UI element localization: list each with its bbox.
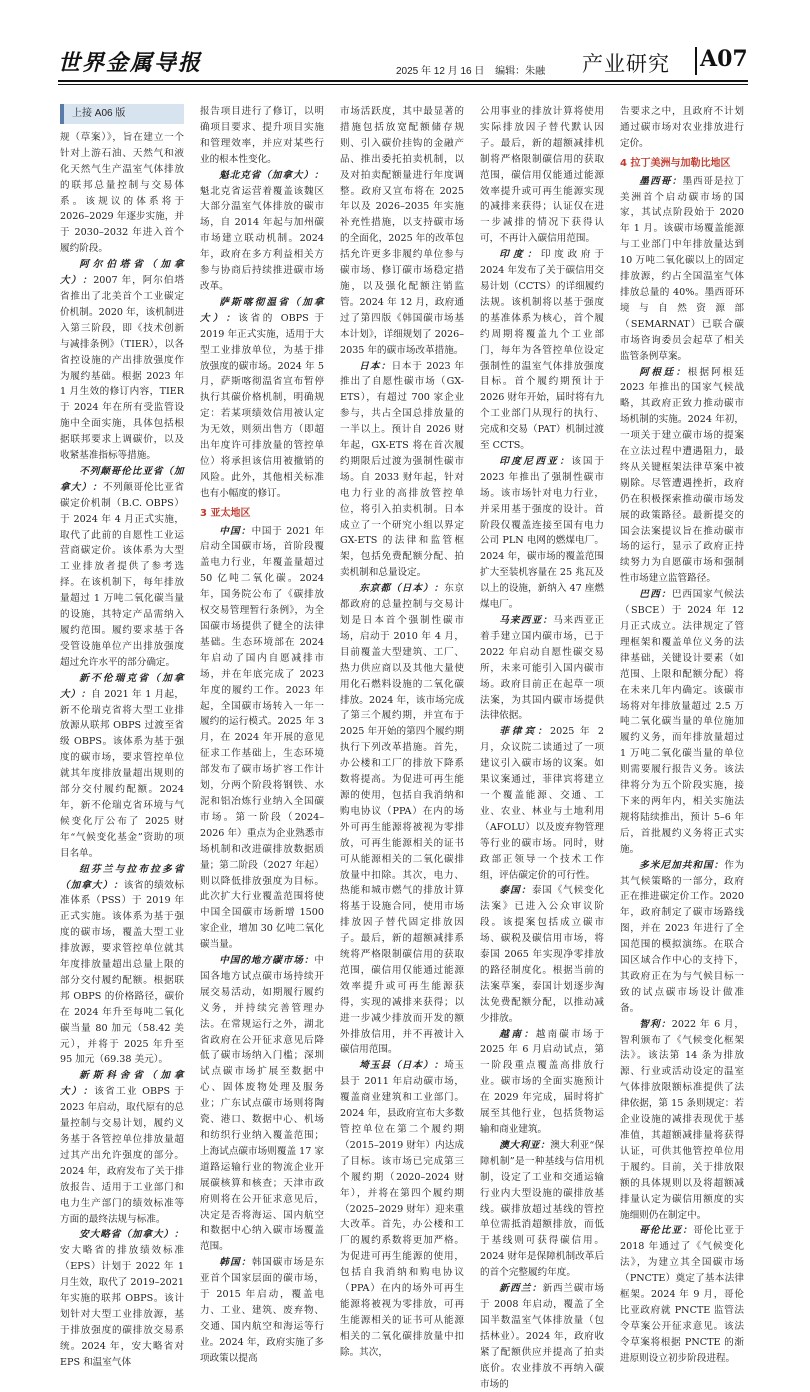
paragraph (60, 1068, 184, 1227)
editor-credit: 编辑：朱融 (495, 66, 546, 77)
paragraph (200, 168, 324, 295)
paragraph (60, 1227, 184, 1370)
paragraph-lead: 阿尔伯塔省（加拿大）： (60, 259, 184, 287)
paragraph-text: 公用事业的排放计算将使用实际排放因子替代默认因子。最后，新的超额减排机制将严格限制碳信用的获取范围，碳信用仅能通过能源效率提升或可再生能源实现的减排来获得；认证仅在进一步减排的情况下获得认可，不再计入碳信用范围。 (480, 106, 604, 245)
paragraph (60, 257, 184, 464)
paragraph (480, 104, 604, 247)
paragraph-text: 该省工业 OBPS 于 2023 年启动，取代原有的总量控制与交易计划，履约义务基于各管控单位排放量超过其产出允许强度的部分。2024 年，政府发布了关于排放报告、适用于工业部门和电力生产部门的绩效标准等方面的最终法规与标准。 (60, 1086, 185, 1225)
paragraph (620, 174, 744, 365)
paragraph-text: 规（草案）》，旨在建立一个针对上游石油、天然气和液化天然气生产温室气体排放的联邦总量控制与交易体系。该规议的体系将于 2026–2029 年逐步实施，并于 2030–2032 年进入首个履约阶段。 (60, 131, 184, 255)
paragraph-lead: 新西兰： (499, 1283, 543, 1295)
paragraph-text: 该省的 OBPS 于 2019 年正式实施，适用于大型工业排放单位，为基于排放强度的碳市场。2024 年 5 月，萨斯喀彻温省宣布暂停执行其碳价格机制，明确规定：若某项绩效信用被认定为无效，则须出售方（即超出年度许可排放量的管控单位）将承担该信用被撤销的风险。此外，其他相关标准也有小幅度的修订。 (200, 312, 325, 499)
paragraph-lead: 中国的地方碳市场： (219, 955, 315, 967)
paragraph-text: 2007 年，阿尔伯塔省推出了北美首个工业碳定价机制。2020 年，该机制进入第三阶段，即《技术创新与减排条例》（TIER），以各省控设施的产出排放强度作为履约基础。根据 2023 年 1 月生效的修订内容，TIER 于 2024 年在所有受监管设施中全面实施，具体包括根据联邦要求上调碳价，以及收紧基准指标等措施。 (60, 275, 185, 462)
paragraph-text: 新西兰碳市场于 2008 年启动，覆盖了全国半数温室气体排放量（包括林业）。2024 年，政府收紧了配额供应并提高了拍卖底价。农业排放不再纳入碳市场的 (480, 1283, 605, 1390)
paragraph-text: 韩国碳市场是东亚首个国家层面的碳市场，于 2015 年启动，覆盖电力、工业、建筑、废弃物、交通、国内航空和海运等行业。2024 年，政府实施了多项政策以提高 (200, 1257, 325, 1364)
paragraph (60, 130, 184, 257)
paragraph (200, 295, 324, 502)
paragraph-text: 澳大利亚“保障机制”是一种基线与信用机制，设定了工业和交通运输行业内大型设施的碳排放基线。碳排放超过基线的管控单位需抵消超额排放，而低于基线则可获得碳信用。2024 财年是保障机制改革后的首个完整履约年度。 (480, 1139, 604, 1279)
paragraph (480, 1138, 604, 1281)
paragraph (620, 104, 744, 152)
paragraph-text: 印度政府于 2024 年发布了关于碳信用交易计划（CCTS）的详细履约法规。该机制将以基于强度的基准体系为核心，首个履约周期将覆盖九个工业部门，每年为各管控单位设定强制性的温室气体排放强度目标。首个履约期预计于 2026 财年开始，届时将有九个工业部门从现行的执行、完成和交易（PAT）机制过渡至 CCTS。 (480, 249, 605, 452)
paragraph-lead: 哥伦比亚： (639, 1225, 694, 1237)
paragraph-lead: 不列颠哥伦比亚省（加拿大）： (60, 465, 184, 493)
paragraph-lead: 越南： (499, 1028, 536, 1040)
paragraph-text: 哥伦比亚于 2018 年通过了《气候变化法》，为建立其全国碳市场（PNCTE）奠定了基本法律框架。2024 年 9 月，哥伦比亚政府就 PNCTE 监管法令草案公开征求意见。该法令草案将根据 PNCTE 的渐进原则设立初步阶段进程。 (620, 1225, 745, 1364)
paragraph-lead: 新斯科舍省（加拿大）： (60, 1070, 184, 1098)
paragraph (620, 858, 744, 1017)
paragraph-text: 该国于 2023 年推出了强制性碳市场。该市场针对电力行业，并采用基于强度的设计。首阶段仅覆盖连接至国有电力公司 PLN 电网的燃煤电厂。2024 年，碳市场的覆盖范围扩大至装机容量在 25 兆瓦及以上的设施，新纳入 47 座燃煤电厂。 (480, 455, 605, 611)
paragraph (480, 1281, 604, 1392)
paragraph-lead: 巴西： (639, 589, 672, 601)
paragraph-text: 不列颠哥伦比亚省碳定价机制（B.C. OBPS）于 2024 年 4 月正式实施，取代了此前的自愿性工业运营商碳定价。该体系为大型工业排放者提供了参考选择。在该机制下，每年排放量超过 1 万吨二氧化碳当量的设施，其特定产品需纳入履约范围。履约要求基于各受管设施单位产出排放强度超过允许水平的部分确定。 (60, 481, 184, 668)
paragraph-text: 安大略省的排放绩效标准（EPS）计划于 2022 年 1 月生效，取代了 2019–2021 年实施的联邦 OBPS。该计划针对大型工业排放源，基于排放强度的碳排放交易系统。2024 年，安大略省对 EPS 和温室气体 (60, 1245, 184, 1368)
paragraph (340, 581, 464, 1058)
continued-from-label: 上接 A06 版 (60, 104, 184, 124)
paragraph-text: 马来西亚正着手建立国内碳市场，已于 2022 年启动自愿性碳交易所，未来可能引入国内碳市场。政府目前正在起草一项法案，为其国内碳市场提供法律依据。 (480, 615, 605, 722)
paragraph-text: 越南碳市场于 2025 年 6 月启动试点，第一阶段重点覆盖高排放行业。碳市场的全面实施预计在 2029 年完成，届时将扩展至其他行业，包括货物运输和商业建筑。 (480, 1028, 605, 1135)
paragraph-lead: 埼玉县（日本）： (359, 1060, 445, 1072)
header-rule (58, 80, 748, 82)
paragraph (480, 883, 604, 1026)
paragraph-lead: 印度： (499, 249, 541, 261)
paragraph (620, 587, 744, 857)
paragraph-lead: 墨西哥： (639, 175, 683, 187)
paragraph (620, 365, 744, 588)
paragraph-text: 报告项目进行了修订，以明确项目要求、提升项目实施和管理效率，并应对某些行业的根本性变化。 (200, 106, 324, 165)
paragraph-text: 告要求之中，且政府不计划通过碳市场对农业排放进行定价。 (620, 106, 744, 149)
paragraph (60, 464, 184, 671)
paragraph-text: 中国于 2021 年启动全国碳市场，首阶段覆盖电力行业，年覆盖量超过 50 亿吨二氧化碳。2024 年，国务院公布了《碳排放权交易管理暂行条例》，为全国碳市场提供了健全的法律基础。生态环境部在 2024 年启动了国内自愿减排市场，并在年底完成了 2023 年度的履约工作。2023 年起，全国碳市场转入一年一履约的运行模式。2025 年 3 月，在 2024 年开展的意见征求工作基础上，生态环境部发布了碳市场扩容工作计划，分两个阶段将钢铁、水泥和铝冶炼行业纳入全国碳市场。第一阶段（2024–2026 年）重点为企业熟悉市场机制和改进碳排放数据质量；第二阶段（2027 年起）则以降低排放强度为目标。此次扩大行业覆盖范围将使中国全国碳市场新增 1500 家企业，增加 30 亿吨二氧化碳当量。 (200, 525, 325, 951)
paragraph (340, 359, 464, 582)
paragraph (60, 862, 184, 1069)
paragraph (620, 1223, 744, 1366)
paragraph-text: 2025 年 2 月，众议院二读通过了一项建议引入碳市场的议案。如果议案通过，菲律宾将建立一个覆盖能源、交通、工业、农业、林业与土地利用（AFOLU）以及废弃物管理等行业的碳市场。同时，财政部正领导一个技术工作组，评估碳定价的可行性。 (480, 726, 605, 881)
paragraph-text: 泰国《气候变化法案》已进入公众审议阶段。该提案包括成立碳市场、碳税及碳信用市场，将泰国 2065 年实现净零排放的路径制度化。根据当前的法案草案，泰国计划逐步淘汰免费配额分配，以推动减少排放。 (480, 885, 605, 1024)
header-rule-thin (58, 84, 748, 85)
paragraph-lead: 马来西亚： (499, 615, 554, 626)
column-2 (200, 104, 325, 1364)
paragraph-lead: 新不伦瑞克省（加拿大）： (60, 672, 184, 700)
paragraph-lead: 智利： (639, 1018, 672, 1030)
paragraph (200, 104, 324, 168)
paragraph-lead: 多米尼加共和国： (639, 859, 725, 871)
paragraph-lead: 中国： (219, 525, 252, 537)
paragraph (480, 1027, 604, 1138)
paragraph-text: 东京都政府的总量控制与交易计划是日本首个强制性碳市场，启动于 2010 年 4 月，目前覆盖大型建筑、工厂、热力供应商以及其他大量使用化石燃料设施的二氧化碳排放。2024 年，该市场完成了第三个履约期，并宣布于 2025 年开始的第四个履约期执行下列改革措施。首先，办公楼和工厂的排放下降系数将提高。为促进可再生能源的使用，包括自我消纳和购电协议（PPA）在内的场外可再生能源将被视为零排放，可再生能源相关的证书可从能源相关的二氧化碳排放量中扣除。其次，电力、热能和城市燃气的排放计算将基于设施合同，使用市场排放因子替代固定排放因子。最后，新的超额减排系统将严格限制碳信用的获取范围，碳信用仅能通过能源效率提升或可再生能源获得，实现的减排来获得；以进一步减少排放而开发的额外排放信用，并不再被计入碳信用范围。 (340, 583, 465, 1056)
paragraph-text: 埼玉县于 2011 年启动碳市场，覆盖商业建筑和工业部门。2024 年，县政府宣布大多数管控单位在第二个履约期（2015–2019 财年）内达成了目标。该市场已完成第三个履约期（2020–2024 财年），并将在第四个履约期（2025–2029 财年）迎来重大改革。首先，办公楼和工厂的履约系数将更加严格。为促进可再生能源的使用，包括自我消纳和购电协议（PPA）在内的场外可再生能源将被视为零排放，可再生能源相关的证书可从能源相关的二氧化碳排放量中扣除。其次， (340, 1060, 465, 1358)
paragraph-text: 作为其气候策略的一部分，政府正在推进碳定价工作。2020 年，政府制定了碳市场路线图，并在 2023 年进行了全国范围的模拟演练。在联合国区域合作中心的支持下，其政府正在为与气候目标一致的试点碳市场设计做准备。 (620, 859, 745, 1014)
masthead (0, 0, 810, 96)
subheading: 3 亚太地区 (200, 507, 251, 519)
paragraph (620, 1017, 744, 1224)
issue-meta (396, 62, 553, 77)
paragraph-text: 根据阿根廷 2023 年推出的国家气候战略，其政府正致力推动碳市场机制的实施。2024 年初，一项关于建立碳市场的提案在立法过程中遭遇阻力，最终从关键框架法律草案中被剔除。尽管遭遇挫折，政府仍在积极探索推动碳市场发展的政策路径。最新提交的国会法案提议旨在推动碳市场的运行，显示了政府正持续努力为自愿碳市场和强制性市场建立监管路径。 (620, 366, 744, 585)
paragraph-text: 市场活跃度，其中最显著的措施包括放宽配额储存规则、引入碳价挂钩的金融产品、推出委托拍卖机制，以及对拍卖配额量进行年度调整。政府又宣布将在 2025 年以及 2026–2035 年实施补充性措施，以支持碳市场的全面化，2025 年的改革包括允许更多非履约单位参与碳市场、修订碳市场稳定措施，以及强化配额注销监管。2024 年 12 月，政府通过了第四版《韩国碳市场基本计划》，详细规划了 2026–2035 年的碳市场改革措施。 (340, 106, 464, 356)
column-4 (480, 104, 605, 1390)
paragraph-text: 日本于 2023 年推出了自愿性碳市场（GX-ETS），有超过 700 家企业参与，共占全国总排放量的一半以上。预计自 2026 财年起，GX-ETS 将在首次履约期限后过渡为强制性碳市场。自 2033 财年起，针对电力行业的高排放管控单位，将引入拍卖机制。日本成立了一个研究小组以界定 GX-ETS 的法律和监管框架，包括免费配额分配、拍卖机制和总量设定。 (340, 360, 465, 579)
paragraph (200, 953, 324, 1255)
article-body (58, 104, 750, 1390)
page-divider (695, 47, 697, 75)
subheading: 4 拉丁美洲与加勒比地区 (620, 157, 731, 169)
paragraph-lead: 日本： (359, 360, 392, 372)
paragraph (60, 671, 184, 862)
newspaper-logo: 世界金属导报 (58, 50, 203, 76)
paragraph (200, 524, 324, 953)
paragraph-lead: 阿根廷： (639, 366, 688, 378)
paragraph-lead: 印度尼西亚： (499, 455, 572, 467)
paragraph (340, 1058, 464, 1360)
paragraph-text: 中国各地方试点碳市场持续开展交易活动，如期履行履约义务，并持续完善管理办法。在常规运行之外，湖北省政府在公开征求意见后降低了碳市场纳入门槛；深圳试点碳市场扩展至数据中心、固体废物处理及服务业；广东试点碳市场则将陶瓷、港口、数据中心、机场和纺织行业纳入覆盖范围；上海试点碳市场则覆盖 17 家道路运输行业的物流企业开展碳核算和核查；天津市政府则将在公开征求意见后，决定是否将海运、国内航空和数据中心纳入碳市场覆盖范围。 (200, 955, 324, 1253)
column-3 (340, 104, 465, 1358)
paragraph-lead: 东京都（日本）： (359, 583, 445, 595)
paragraph-lead: 萨斯喀彻温省（加拿大）： (200, 296, 324, 324)
paragraph (480, 724, 604, 883)
paragraph-text: 该省的绩效标准体系（PSS）于 2019 年正式实施。该体系为基于强度的碳市场，覆盖大型工业排放源，要求管控单位就其年度排放量超出总量上限的部分交付履约配额。根据联邦 OBPS 的价格路径，碳价在 2024 年升至每吨二氧化碳当量 80 加元（58.42 美元），并将于 2025 年升至 95 加元（69.38 美元）。 (60, 879, 185, 1066)
column-5 (620, 104, 745, 1364)
paragraph-lead: 安大略省（加拿大）： (79, 1229, 184, 1241)
paragraph-lead: 韩国： (219, 1257, 252, 1269)
paragraph-text: 自 2021 年 1 月起，新不伦瑞克省将大型工业排放源从联邦 OBPS 过渡至省级 OBPS。该体系为基于强度的碳市场，要求管控单位就其年度排放量超出规则的部分交付履约配额。2024 年，新不伦瑞克省环境与气候变化厅公布了 2025 财年“气候变化基金”资助的项目名单。 (60, 688, 185, 859)
paragraph-text: 2022 年 6 月，智利颁布了《气候变化框架法》。该法第 14 条为排放源、行业或活动设定的温室气体排放限额标准提供了法律依据，第 15 条则规定：若企业设施的减排表现优于基准值，其超额减排量将获得认证，可供其他管控单位用于履约。目前，关于排放限额的具体规则以及将超额减排量认定为碳信用额度的实施细则仍在制定中。 (620, 1018, 744, 1221)
paragraph (340, 104, 464, 359)
paragraph (200, 1255, 324, 1366)
paragraph (480, 454, 604, 613)
paragraph-lead: 澳大利亚： (499, 1139, 551, 1151)
paragraph-lead: 纽芬兰与拉布拉多省（加拿大）： (60, 863, 184, 891)
paragraph-lead: 泰国： (499, 885, 532, 897)
paragraph-text: 墨西哥是拉丁美洲首个启动碳市场的国家，其试点阶段始于 2020 年 1 月。该碳市场覆盖能源与工业部门中年排放量达到 10 万吨二氧化碳以上的固定排放源，约占全国温室气体排放总量的 40%。墨西哥环境与自然资源部（SEMARNAT）已联合碳市场咨询委员会起草了相关监管条例草案。 (620, 175, 745, 362)
paragraph (480, 613, 604, 724)
paragraph-text: 巴西国家气候法（SBCE）于 2024 年 12 月正式成立。法律规定了管理框架和覆盖单位义务的法律基础，关键设计要素（如范围、上限和配额分配）将在未来几年内确定。该碳市场将对年排放量超过 2.5 万吨二氧化碳当量的单位施加履约义务，而年排放量超过 1 万吨二氧化碳当量的单位则需要履行报告义务。该法律将分为五个阶段实施，接下来的两年内，相关实施法规将陆续推出，预计 5–6 年后，首批履约义务将正式实施。 (620, 589, 745, 855)
section-title: 产业研究 (582, 52, 670, 76)
paragraph-text: 魁北克省运营着覆盖该魏区大部分温室气体排放的碳市场，自 2014 年起与加州碳市场建立联动机制。2024 年，政府在多方利益相关方参与协商后持续推进碳市场改革。 (200, 185, 324, 292)
page-number: A07 (700, 46, 748, 72)
paragraph-lead: 菲律宾： (499, 726, 550, 738)
issue-date: 2025 年 12 月 16 日 (396, 66, 485, 77)
paragraph-lead: 魁北克省（加拿大）： (219, 169, 324, 181)
column-1 (60, 104, 185, 1368)
paragraph (480, 247, 604, 454)
